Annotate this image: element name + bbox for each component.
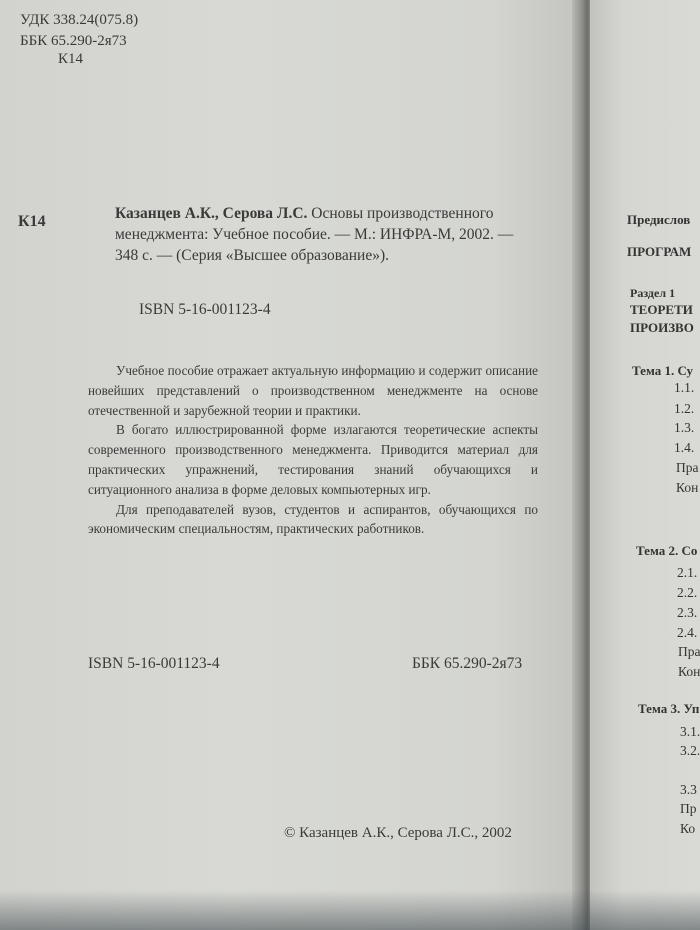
toc-line: Тема 2. Со bbox=[636, 543, 698, 558]
toc-line: Предислов bbox=[627, 212, 691, 227]
bbk-bottom: ББК 65.290-2я73 bbox=[412, 655, 523, 672]
copyright: © Казанцев А.К., Серова Л.С., 2002 bbox=[284, 825, 512, 841]
toc-line: Пр bbox=[680, 801, 697, 816]
toc-line: 1.4. bbox=[674, 440, 695, 455]
annotation-paragraph: Для преподавателей вузов, студентов и аспирантов, обучающихся по экономическим специальностям, практических работников. bbox=[88, 501, 538, 537]
toc-line: Пра bbox=[676, 460, 699, 475]
toc-line: Ко bbox=[680, 821, 696, 836]
toc-line: Тема 1. Су bbox=[632, 363, 694, 378]
author-mark: К14 bbox=[58, 51, 84, 67]
toc-line: 3.2. bbox=[680, 743, 700, 758]
toc-line: ПРОИЗВО bbox=[630, 320, 694, 335]
toc-line: Тема 3. Уп bbox=[638, 701, 700, 716]
annotation bbox=[88, 361, 538, 539]
side-author-mark: К14 bbox=[18, 213, 46, 230]
annotation-paragraph: В богато иллюстрированной форме излагаются теоретические аспекты современного производственного менеджмента. Приводится материал для практических упражнений, тестирования знаний обучающихся и ситуационного анализа в форме деловых компьютерных игр. bbox=[88, 422, 538, 497]
isbn-top: ISBN 5-16-001123-4 bbox=[139, 301, 271, 318]
bbk-index: ББК 65.290-2я73 bbox=[20, 33, 127, 49]
bottom-shadow bbox=[0, 890, 700, 930]
toc-line: Кон bbox=[678, 664, 700, 679]
toc-line: Пра bbox=[678, 644, 700, 659]
toc-line: ПРОГРАМ bbox=[627, 244, 692, 259]
toc-line: Раздел 1 bbox=[630, 286, 676, 300]
biblio-authors: Казанцев А.К., Серова Л.С. bbox=[115, 205, 308, 222]
right-page bbox=[590, 0, 700, 930]
toc-line: 3.3 bbox=[680, 782, 697, 797]
annotation-paragraph: Учебное пособие отражает актуальную информацию и содержит описание новейших представлений о производственном менеджменте на основе отечественной и зарубежной теории и практики. bbox=[88, 363, 538, 418]
toc-line: 3.1. bbox=[680, 724, 700, 739]
toc-line: 2.1. bbox=[677, 565, 698, 580]
toc-line: ТЕОРЕТИ bbox=[630, 302, 693, 317]
toc-line: 2.4. bbox=[677, 625, 698, 640]
toc-line: Кон bbox=[676, 480, 699, 495]
toc-line: 1.1. bbox=[674, 380, 695, 395]
toc-line: 2.2. bbox=[677, 585, 698, 600]
isbn-bottom: ISBN 5-16-001123-4 bbox=[88, 655, 220, 672]
toc-line: 2.3. bbox=[677, 605, 698, 620]
bibliographic-record bbox=[115, 203, 535, 266]
biblio-description: Основы производственного менеджмента: Учебное пособие. — М.: ИНФРА-М, 2002. — 348 с. — (Серия «Высшее образование»). bbox=[115, 205, 514, 264]
udk-index: УДК 338.24(075.8) bbox=[20, 12, 139, 28]
toc-line: 1.2. bbox=[674, 401, 695, 416]
toc-line: 1.3. bbox=[674, 420, 695, 435]
